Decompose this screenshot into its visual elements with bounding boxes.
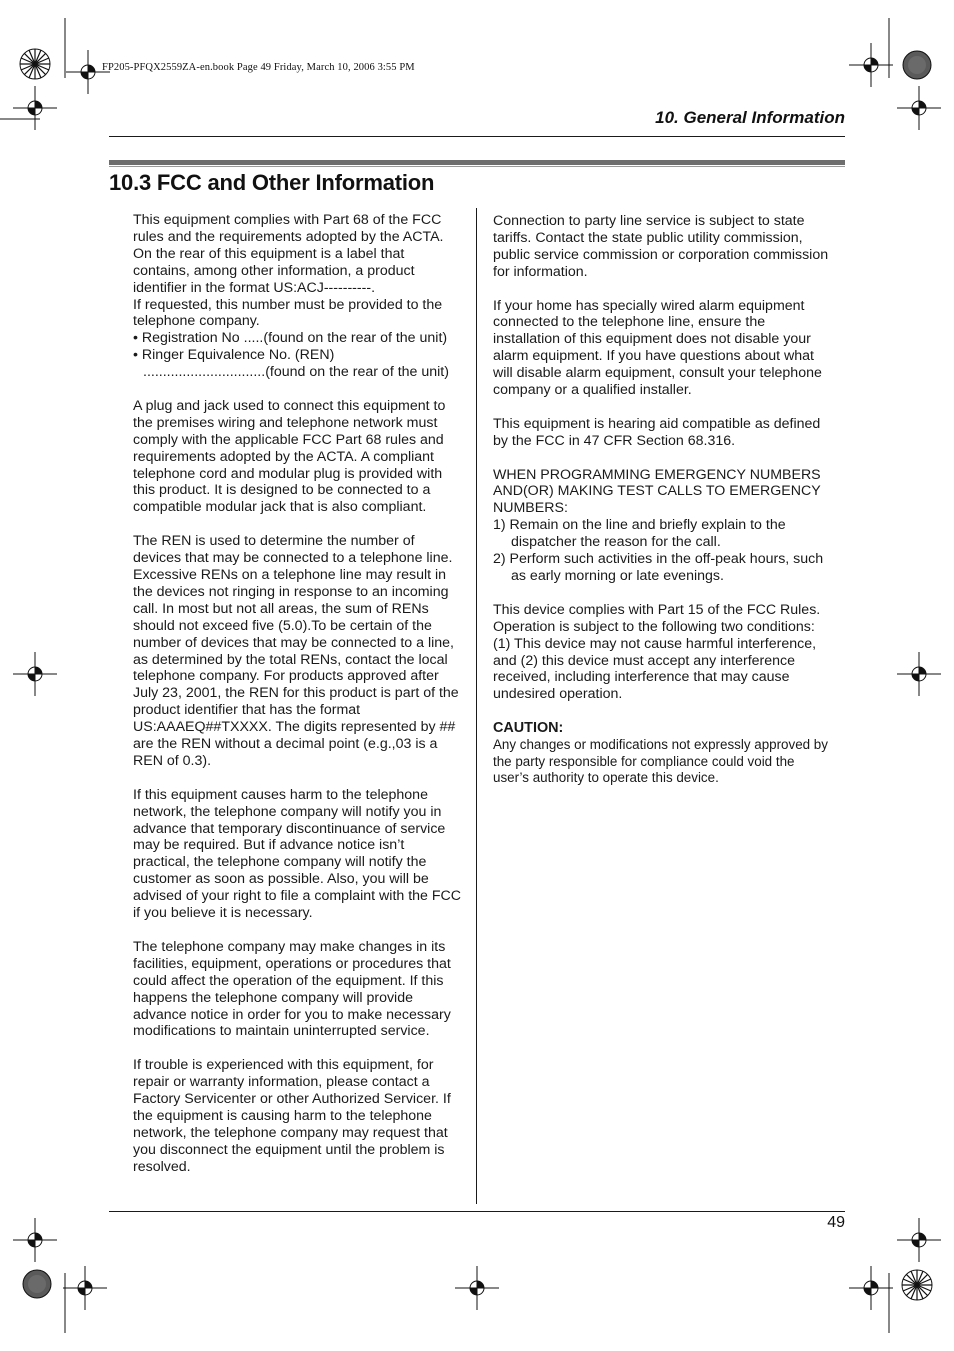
bullet-ren-continued: ...............................(found on the rear of the unit) [143,364,449,381]
footer-rule [109,1211,845,1212]
registration-target-icon [13,652,57,696]
registration-target-icon [897,1218,941,1262]
paragraph-trouble: If trouble is experienced with this equipment, for repair or warranty information, please contact a Factory Servicenter or other Authorized Servicer. If the equipment is causing harm to the telephone network, the telephone company may request that you disconnect the equipment until the problem is resolved. [133,1057,451,1175]
registration-target-icon [13,1218,57,1262]
paragraph-hearing-aid: This equipment is hearing aid compatible as defined by the FCC in 47 CFR Section 68.316. [493,415,821,449]
registration-target-icon [455,1266,499,1310]
star-target-icon [900,1268,934,1302]
gray-disc-icon [901,49,933,81]
paragraph-fcc-part68: This equipment complies with Part 68 of the FCC rules and the requirements adopted by the ACTA. On the rear of this equipment is a label that contains, among other information, a product identifier in the format US:ACJ----------. If requested, this number must be provided to the telephone company. [133,212,444,330]
bullet-registration-no: • Registration No .....(found on the rear of the unit) [133,330,448,347]
paragraph-part15: This device complies with Part 15 of the FCC Rules. Operation is subject to the following two conditions: (1) This device may not cause harmful interference, and (2) this device must accept any interference received, including interference that may cause undesired operation. [493,601,821,703]
paragraph-party-line: Connection to party line service is subject to state tariffs. Contact the state public utility commission, public service commission or corporation commission for information. [493,213,829,280]
registration-target-icon [13,86,57,130]
paragraph-changes: The telephone company may make changes in its facilities, equipment, operations or procedures that could affect the operation of the equipment. If this happens the telephone company will provide advance notice in order for you to make necessary modifications to maintain uninterrupted service. [133,938,451,1040]
right-column [493,213,831,787]
registration-target-icon [63,1266,107,1310]
registration-target-icon [849,1266,893,1310]
paragraph-alarm: If your home has specially wired alarm equipment connected to the telephone line, ensure the installation of this equipment does not disable your alarm equipment. If you have questions about what will disable alarm equipment, consult your telephone company or a qualified installer. [493,297,822,399]
registration-target-icon [66,50,110,94]
paragraph-ren: The REN is used to determine the number of devices that may be connected to a telephone line. Excessive RENs on a telephone line may result in the devices not ringing in response to an incoming call. In most but not all areas, the sum of RENs should not exceed five (5.0).To be certain of the number of devices that may be connected to a line, as determined by the total RENs, contact the local telephone company. For products approved after July 23, 2001, the REN for this product is part of the product identifier that has the format US:AAAEQ##TXXXX. The digits represented by ## are the REN without a decimal point (e.g.,03 is a REN of 0.3). [133,533,459,769]
title-rule [109,160,845,165]
page-title: 10.3 FCC and Other Information [109,170,435,195]
title-rule-line [109,166,845,167]
emergency-item-2: 2) Perform such activities in the off-peak hours, such as early morning or late evenings. [493,551,824,584]
left-column [133,212,463,1192]
registration-target-icon [897,86,941,130]
emergency-heading: WHEN PROGRAMMING EMERGENCY NUMBERS AND(OR) MAKING TEST CALLS TO EMERGENCY NUMBERS: [493,466,821,517]
header-rule [109,136,845,137]
bullet-ren: • Ringer Equivalence No. (REN) [133,347,335,364]
print-info: FP205-PFQX2559ZA-en.book Page 49 Friday, March 10, 2006 3:55 PM [102,62,415,73]
caution-body: Any changes or modifications not expressly approved by the party responsible for compliance could void the user’s authority to operate this device. [493,737,828,786]
column-divider [476,208,477,1204]
registration-target-icon [897,652,941,696]
star-target-icon [18,47,52,81]
paragraph-plug-jack: A plug and jack used to connect this equipment to the premises wiring and telephone network must comply with the applicable FCC Part 68 rules and requirements adopted by the ACTA. A compliant telephone cord and modular plug is provided with this product. It is designed to be connected to a compatible modular jack that is also compliant. [133,397,446,516]
paragraph-harm: If this equipment causes harm to the telephone network, the telephone company will notify you in advance that temporary discontinuance of service may be required. But if advance notice isn’t practical, the telephone company will notify the customer as soon as possible. Also, you will be advised of your right to file a complaint with the FCC if you believe it is necessary. [133,786,462,922]
caution-heading: CAUTION: [493,720,564,737]
gray-disc-icon [21,1268,53,1300]
section-header: 10. General Information [655,108,845,127]
emergency-item-1: 1) Remain on the line and briefly explain to the dispatcher the reason for the call. [493,517,786,551]
registration-target-icon [849,43,893,87]
page-number: 49 [827,1214,845,1231]
